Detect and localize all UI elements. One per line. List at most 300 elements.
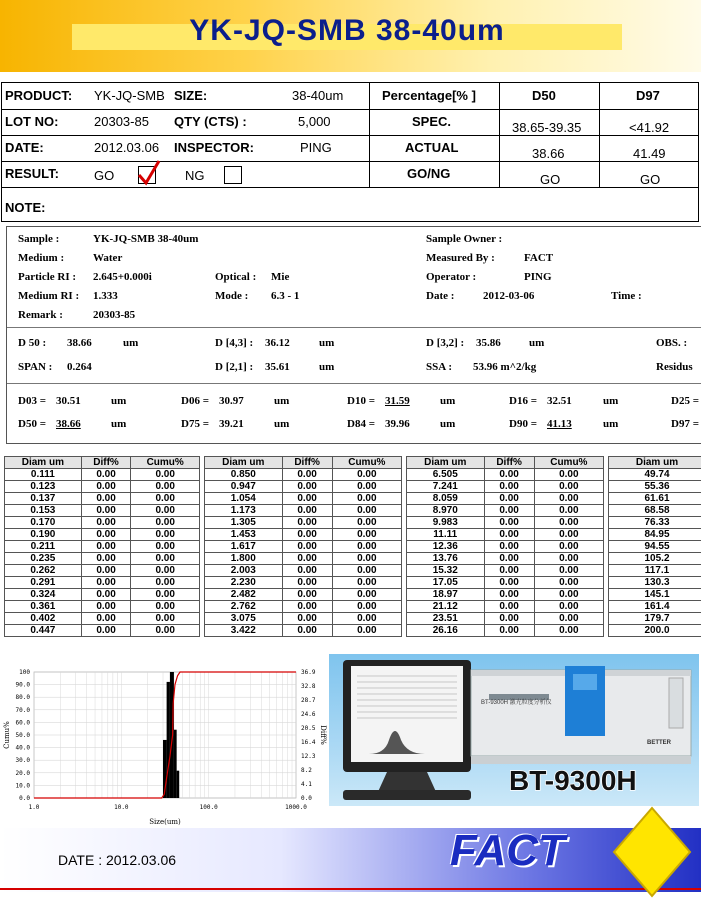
- qty-value: 5,000: [298, 114, 331, 129]
- table-cell: 0.00: [332, 529, 401, 541]
- table-cell: 76.33: [609, 517, 701, 529]
- table-cell: 145.1: [609, 589, 701, 601]
- actual-d50: 38.66: [532, 146, 565, 161]
- table-row: [205, 481, 402, 493]
- unit-label: um: [603, 418, 619, 430]
- table-cell: 0.00: [534, 517, 603, 529]
- table-cell: 0.00: [484, 493, 534, 505]
- table-row: [407, 505, 604, 517]
- table-cell: 0.00: [332, 577, 401, 589]
- size-table-4: [608, 456, 701, 637]
- table-cell: 0.00: [81, 541, 131, 553]
- table-cell: 0.00: [131, 625, 200, 637]
- d10-label: D10 =: [347, 395, 375, 407]
- unit-label: um: [111, 418, 127, 430]
- percentage-header: Percentage[% ]: [382, 88, 476, 103]
- table-cell: 0.00: [81, 613, 131, 625]
- table-cell: 0.00: [534, 613, 603, 625]
- y-tick-left: 80.0: [15, 694, 30, 702]
- diff-bar: [170, 672, 174, 798]
- remark-value: 20303-85: [93, 309, 136, 321]
- d21-label: D [2,1] :: [215, 361, 254, 373]
- table-row: [407, 469, 604, 481]
- table-row: [5, 553, 200, 565]
- table-cell: 0.00: [484, 577, 534, 589]
- table-row: [609, 469, 701, 481]
- d90-label: D90 =: [509, 418, 537, 430]
- table-cell: 0.00: [332, 589, 401, 601]
- diff-bar: [167, 682, 170, 798]
- table-cell: 0.211: [5, 541, 82, 553]
- table-cell: 6.505: [407, 469, 485, 481]
- table-cell: 1.800: [205, 553, 283, 565]
- table-cell: 0.00: [484, 553, 534, 565]
- x-tick: 100.0: [199, 804, 218, 811]
- d50-value: 38.66: [67, 337, 92, 349]
- table-cell: 200.0: [609, 625, 701, 637]
- instrument-photo: [329, 654, 699, 806]
- inspector-value: PING: [300, 140, 332, 155]
- table-header-cell: Cumu%: [131, 457, 200, 469]
- inspector-label: INSPECTOR:: [174, 140, 254, 155]
- table-cell: 0.00: [131, 613, 200, 625]
- measured-value: FACT: [524, 252, 554, 264]
- table-cell: 3.422: [205, 625, 283, 637]
- table-cell: 0.00: [81, 517, 131, 529]
- table-cell: 3.075: [205, 613, 283, 625]
- actual-label: ACTUAL: [405, 140, 459, 155]
- y-axis-label-right: Diff%: [319, 725, 327, 745]
- spec-label: SPEC.: [412, 114, 452, 129]
- result-label: RESULT:: [5, 166, 59, 181]
- table-cell: 0.850: [205, 469, 283, 481]
- y-axis-label-left: Cumu%: [3, 721, 11, 749]
- table-cell: 0.00: [534, 469, 603, 481]
- table-row: [609, 565, 701, 577]
- sample-value: YK-JQ-SMB 38-40um: [93, 233, 199, 245]
- table-row: [5, 505, 200, 517]
- table-cell: 11.11: [407, 529, 485, 541]
- table-cell: 0.00: [534, 577, 603, 589]
- table-cell: 0.00: [282, 541, 332, 553]
- d25-label: D25 =: [671, 395, 699, 407]
- table-cell: 0.00: [484, 517, 534, 529]
- table-cell: 15.32: [407, 565, 485, 577]
- size-value: 38-40um: [292, 88, 344, 103]
- distribution-chart: [0, 660, 328, 830]
- table-cell: 0.00: [131, 481, 200, 493]
- go-label: GO: [94, 168, 115, 183]
- table-cell: 21.12: [407, 601, 485, 613]
- diff-bar: [177, 771, 180, 798]
- table-cell: 0.00: [81, 505, 131, 517]
- table-cell: 55.36: [609, 481, 701, 493]
- d50b-label: D50 =: [18, 418, 46, 430]
- table-cell: 0.00: [282, 589, 332, 601]
- table-cell: 0.00: [332, 469, 401, 481]
- d50-label: D 50 :: [18, 337, 47, 349]
- analyzer-graphic: [471, 666, 691, 764]
- mode-label: Mode :: [215, 290, 249, 302]
- table-cell: 0.00: [282, 565, 332, 577]
- x-tick: 10.0: [114, 804, 129, 811]
- table-cell: 0.153: [5, 505, 82, 517]
- table-cell: 68.58: [609, 505, 701, 517]
- table-row: [609, 577, 701, 589]
- unit-label: um: [603, 395, 619, 407]
- table-cell: 0.00: [81, 469, 131, 481]
- table-row: [5, 565, 200, 577]
- size-table-1: [4, 456, 200, 637]
- medium-value: Water: [93, 252, 123, 264]
- table-cell: 1.453: [205, 529, 283, 541]
- d50-header: D50: [532, 88, 556, 103]
- mode-value: 6.3 - 1: [271, 290, 300, 302]
- unit-label: um: [529, 337, 545, 349]
- table-row: [5, 577, 200, 589]
- table-cell: 0.00: [131, 565, 200, 577]
- table-row: [609, 529, 701, 541]
- table-header-cell: Diam um: [407, 457, 485, 469]
- ng-checkbox[interactable]: [224, 166, 242, 184]
- table-cell: 18.97: [407, 589, 485, 601]
- table-cell: 0.947: [205, 481, 283, 493]
- table-cell: 0.00: [282, 613, 332, 625]
- table-row: [205, 493, 402, 505]
- table-cell: 17.05: [407, 577, 485, 589]
- table-cell: 0.00: [282, 505, 332, 517]
- table-header-row: [205, 457, 402, 469]
- table-cell: 0.00: [282, 601, 332, 613]
- d03-label: D03 =: [18, 395, 46, 407]
- ssa-label: SSA :: [426, 361, 452, 373]
- table-row: [205, 541, 402, 553]
- table-cell: 0.111: [5, 469, 82, 481]
- table-cell: 8.970: [407, 505, 485, 517]
- page-title: YK-JQ-SMB 38-40um: [189, 14, 505, 47]
- table-row: [205, 469, 402, 481]
- table-cell: 105.2: [609, 553, 701, 565]
- check-mark-icon: [136, 159, 162, 187]
- y-tick-right: 12.3: [301, 753, 316, 760]
- table-cell: 0.361: [5, 601, 82, 613]
- table-row: [5, 589, 200, 601]
- table-cell: 161.4: [609, 601, 701, 613]
- table-row: [407, 589, 604, 601]
- span-label: SPAN :: [18, 361, 53, 373]
- table-cell: 0.00: [484, 481, 534, 493]
- d16-value: 32.51: [547, 395, 572, 407]
- table-cell: 0.00: [81, 553, 131, 565]
- table-cell: 0.00: [131, 469, 200, 481]
- y-tick-right: 36.9: [301, 669, 316, 676]
- table-cell: 0.00: [332, 541, 401, 553]
- d10-value: 31.59: [385, 395, 410, 407]
- y-tick-right: 16.4: [301, 739, 316, 746]
- table-cell: 0.235: [5, 553, 82, 565]
- table-cell: 0.00: [131, 505, 200, 517]
- table-cell: 0.00: [534, 565, 603, 577]
- y-tick-right: 0.0: [301, 795, 312, 802]
- table-cell: 0.00: [282, 553, 332, 565]
- report-date-value: 2012-03-06: [483, 290, 535, 302]
- model-label: BT-9300H: [509, 765, 637, 796]
- gong-label: GO/NG: [407, 166, 451, 181]
- table-cell: 1.173: [205, 505, 283, 517]
- table-cell: 0.00: [534, 505, 603, 517]
- table-row: [407, 541, 604, 553]
- analyzer-brand: BETTER: [647, 740, 671, 746]
- particle-ri-label: Particle RI :: [18, 271, 77, 283]
- table-row: [5, 529, 200, 541]
- table-cell: 0.00: [332, 613, 401, 625]
- table-row: [5, 613, 200, 625]
- table-cell: 2.003: [205, 565, 283, 577]
- table-cell: 0.00: [131, 493, 200, 505]
- table-row: [205, 613, 402, 625]
- table-cell: 0.00: [81, 481, 131, 493]
- particle-ri-value: 2.645+0.000i: [93, 271, 152, 283]
- table-cell: 0.00: [282, 625, 332, 637]
- table-row: [609, 481, 701, 493]
- unit-label: um: [319, 361, 335, 373]
- table-cell: 0.00: [534, 541, 603, 553]
- table-row: [609, 505, 701, 517]
- x-axis-label: Size(um): [149, 818, 181, 826]
- table-cell: 0.00: [131, 601, 200, 613]
- table-cell: 0.00: [332, 505, 401, 517]
- table-cell: 61.61: [609, 493, 701, 505]
- table-cell: 0.00: [332, 517, 401, 529]
- table-row: [407, 565, 604, 577]
- table-cell: 0.00: [484, 625, 534, 637]
- d75-value: 39.21: [219, 418, 244, 430]
- instrument-report: [6, 226, 701, 444]
- table-row: [205, 577, 402, 589]
- table-row: [205, 589, 402, 601]
- y-tick-left: 100: [19, 669, 30, 676]
- table-cell: 0.00: [332, 625, 401, 637]
- d97-header: D97: [636, 88, 660, 103]
- medium-label: Medium :: [18, 252, 65, 264]
- size-label: SIZE:: [174, 88, 208, 103]
- product-label: PRODUCT:: [5, 88, 73, 103]
- diff-bar: [174, 730, 177, 798]
- table-cell: 0.00: [282, 481, 332, 493]
- table-row: [609, 589, 701, 601]
- table-cell: 0.00: [534, 625, 603, 637]
- table-cell: 0.00: [131, 553, 200, 565]
- summary-table: [1, 82, 699, 222]
- d97-label: D97 =: [671, 418, 699, 430]
- d21-value: 35.61: [265, 361, 290, 373]
- table-row: [407, 601, 604, 613]
- table-header-cell: Cumu%: [534, 457, 603, 469]
- y-tick-right: 28.7: [301, 697, 316, 704]
- table-cell: 0.00: [332, 481, 401, 493]
- table-cell: 0.291: [5, 577, 82, 589]
- table-cell: 130.3: [609, 577, 701, 589]
- unit-label: um: [440, 395, 456, 407]
- table-cell: 0.00: [131, 541, 200, 553]
- table-row: [609, 553, 701, 565]
- size-table-3: [406, 456, 604, 637]
- lot-value: 20303-85: [94, 114, 149, 129]
- d06-value: 30.97: [219, 395, 244, 407]
- x-tick: 1.0: [28, 804, 40, 811]
- table-cell: 1.305: [205, 517, 283, 529]
- table-row: [5, 469, 200, 481]
- table-cell: 1.054: [205, 493, 283, 505]
- table-cell: 0.00: [81, 625, 131, 637]
- y-tick-left: 70.0: [15, 706, 30, 714]
- table-cell: 0.00: [534, 601, 603, 613]
- table-cell: 0.00: [282, 469, 332, 481]
- span-value: 0.264: [67, 361, 92, 373]
- table-row: [407, 529, 604, 541]
- table-row: [5, 625, 200, 637]
- table-cell: 13.76: [407, 553, 485, 565]
- spec-d97: <41.92: [629, 120, 670, 135]
- table-row: [5, 493, 200, 505]
- d43-value: 36.12: [265, 337, 290, 349]
- table-cell: 0.00: [81, 601, 131, 613]
- table-row: [609, 517, 701, 529]
- table-cell: 0.00: [484, 505, 534, 517]
- table-row: [205, 529, 402, 541]
- table-header-cell: Cumu%: [332, 457, 401, 469]
- table-cell: 0.00: [81, 529, 131, 541]
- table-cell: 0.00: [81, 577, 131, 589]
- table-cell: 0.00: [484, 541, 534, 553]
- table-header-cell: Diam um: [5, 457, 82, 469]
- table-cell: 0.00: [534, 481, 603, 493]
- table-header-row: [5, 457, 200, 469]
- y-tick-right: 8.2: [301, 767, 312, 774]
- table-cell: 0.00: [332, 493, 401, 505]
- analyzer-plate: BT-9300H 激光粒度分析仪: [481, 700, 552, 706]
- table-cell: 0.00: [131, 577, 200, 589]
- table-cell: 0.00: [282, 517, 332, 529]
- date-value: 2012.03.06: [94, 140, 160, 155]
- table-header-row: [407, 457, 604, 469]
- table-cell: 7.241: [407, 481, 485, 493]
- table-cell: 0.00: [534, 493, 603, 505]
- table-cell: 12.36: [407, 541, 485, 553]
- table-row: [407, 517, 604, 529]
- y-tick-left: 40.0: [15, 744, 30, 752]
- unit-label: um: [440, 418, 456, 430]
- unit-label: um: [319, 337, 335, 349]
- table-cell: 0.324: [5, 589, 82, 601]
- table-row: [407, 481, 604, 493]
- table-row: [609, 601, 701, 613]
- table-cell: 0.00: [484, 565, 534, 577]
- table-cell: 23.51: [407, 613, 485, 625]
- table-row: [609, 613, 701, 625]
- y-tick-right: 24.6: [301, 711, 316, 718]
- table-cell: 0.00: [332, 565, 401, 577]
- medium-ri-value: 1.333: [93, 290, 118, 302]
- y-tick-right: 4.1: [301, 781, 312, 788]
- table-cell: 0.00: [131, 529, 200, 541]
- table-row: [407, 613, 604, 625]
- table-cell: 0.00: [484, 589, 534, 601]
- d50b-value: 38.66: [56, 418, 81, 430]
- table-cell: 84.95: [609, 529, 701, 541]
- table-cell: 94.55: [609, 541, 701, 553]
- table-row: [609, 541, 701, 553]
- table-cell: 2.230: [205, 577, 283, 589]
- table-row: [407, 493, 604, 505]
- ng-label: NG: [185, 168, 205, 183]
- table-cell: 0.00: [332, 553, 401, 565]
- table-row: [5, 481, 200, 493]
- y-tick-left: 90.0: [15, 681, 30, 689]
- table-row: [205, 625, 402, 637]
- table-cell: 0.00: [484, 601, 534, 613]
- residual-label: Residus: [656, 361, 693, 373]
- table-cell: 0.137: [5, 493, 82, 505]
- d84-label: D84 =: [347, 418, 375, 430]
- d43-label: D [4,3] :: [215, 337, 254, 349]
- table-header-cell: Diff%: [282, 457, 332, 469]
- sample-label: Sample :: [18, 233, 60, 245]
- table-header-cell: Diam um: [205, 457, 283, 469]
- table-cell: 0.00: [484, 529, 534, 541]
- table-cell: 0.170: [5, 517, 82, 529]
- d32-value: 35.86: [476, 337, 501, 349]
- table-cell: 0.00: [282, 493, 332, 505]
- table-cell: 0.00: [282, 577, 332, 589]
- y-tick-left: 30.0: [15, 757, 30, 765]
- table-cell: 0.00: [282, 529, 332, 541]
- table-cell: 0.00: [534, 529, 603, 541]
- product-value: YK-JQ-SMB: [94, 88, 165, 103]
- actual-d97: 41.49: [633, 146, 666, 161]
- table-cell: 8.059: [407, 493, 485, 505]
- table-cell: 0.00: [81, 493, 131, 505]
- time-label: Time :: [611, 290, 642, 302]
- optical-label: Optical :: [215, 271, 257, 283]
- table-row: [407, 625, 604, 637]
- table-cell: 117.1: [609, 565, 701, 577]
- table-cell: 9.983: [407, 517, 485, 529]
- fact-logo: FACT: [450, 826, 565, 875]
- x-tick: 1000.0: [285, 804, 307, 811]
- table-row: [5, 601, 200, 613]
- d75-label: D75 =: [181, 418, 209, 430]
- d84-value: 39.96: [385, 418, 410, 430]
- d03-value: 30.51: [56, 395, 81, 407]
- table-row: [609, 493, 701, 505]
- table-cell: 0.00: [484, 613, 534, 625]
- table-cell: 26.16: [407, 625, 485, 637]
- table-cell: 0.447: [5, 625, 82, 637]
- footer-rule: [0, 888, 701, 890]
- operator-label: Operator :: [426, 271, 477, 283]
- note-label: NOTE:: [5, 200, 46, 215]
- yellow-diamond-icon: [612, 806, 692, 898]
- table-row: [205, 553, 402, 565]
- remark-label: Remark :: [18, 309, 63, 321]
- table-cell: 0.00: [131, 517, 200, 529]
- y-tick-right: 20.5: [301, 725, 316, 732]
- optical-value: Mie: [271, 271, 290, 283]
- d32-label: D [3,2] :: [426, 337, 465, 349]
- table-header-cell: Diam um: [609, 457, 701, 469]
- unit-label: um: [111, 395, 127, 407]
